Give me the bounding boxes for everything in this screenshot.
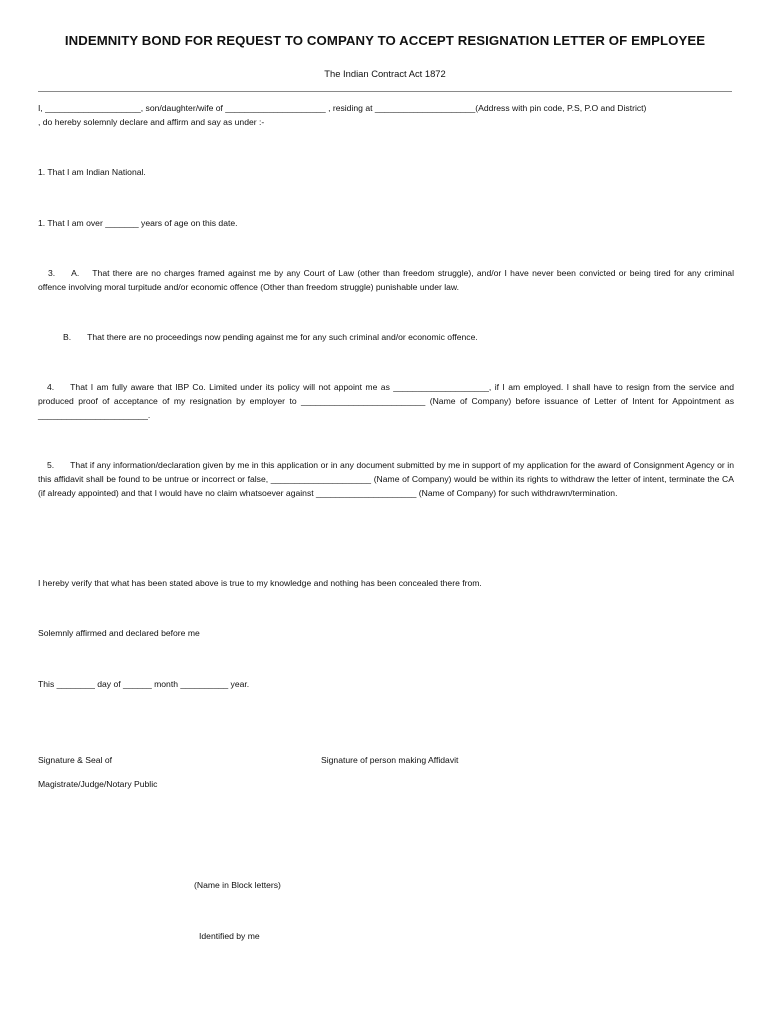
clause-3a-letter: A. xyxy=(71,268,80,278)
verification-statement: I hereby verify that what has been stated above is true to my knowledge and nothing has been concealed there from. xyxy=(38,578,482,588)
clause-5-number: 5. xyxy=(47,460,55,470)
clause-5-text: That if any information/declaration given by me in this application or in any document submitted by me in support of my application for the award of Consignment Agency or in this affidavit shall be found to be untrue or incorrect or false, _____________________ (Name of Company) would be within its rights to withdraw the letter of intent, terminate the CA (if already appointed) and that I would have no claim whatsoever against _____________________ (Name of Company) for such withdrawn/termination. xyxy=(38,460,734,498)
clause-age: 1. That I am over _______ years of age on this date. xyxy=(38,218,238,228)
intro-line-1: I, ____________________, son/daughter/wife of _____________________ , residing at _____________________(Address with pin code, P.S, P.O and District) xyxy=(38,103,647,113)
clause-4-number: 4. xyxy=(47,382,55,392)
clause-4 xyxy=(38,380,734,422)
affirmation-line: Solemnly affirmed and declared before me xyxy=(38,628,200,638)
document-subtitle: The Indian Contract Act 1872 xyxy=(324,68,446,79)
identified-by-label: Identified by me xyxy=(199,931,260,941)
clause-indian-national: 1. That I am Indian National. xyxy=(38,167,146,177)
clause-3b-text: That there are no proceedings now pending against me for any such criminal and/or economic offence. xyxy=(87,332,478,342)
clause-3b-letter: B. xyxy=(63,332,72,342)
intro-line-2: , do hereby solemnly declare and affirm and say as under :- xyxy=(38,117,265,127)
clause-3a xyxy=(38,266,734,294)
document-title: INDEMNITY BOND FOR REQUEST TO COMPANY TO ACCEPT RESIGNATION LETTER OF EMPLOYEE xyxy=(64,33,706,48)
date-line: This ________ day of ______ month __________ year. xyxy=(38,679,250,689)
clause-4-text: That I am fully aware that IBP Co. Limited under its policy will not appoint me as ____________________, if I am employed. I shall have to resign from the service and produced proof of acceptance of my resignation by employer to __________________________ (Name of Company) before issuance of Letter of Intent for Appointment as _______________________. xyxy=(38,382,734,420)
header-divider xyxy=(38,91,732,92)
clause-3b xyxy=(63,330,478,344)
clause-3a-text: That there are no charges framed against me by any Court of Law (other than freedom struggle), and/or I have never been convicted or being tired for any criminal offence involving moral turpitude and/or economic offence (Other than freedom struggle) punishable under law. xyxy=(38,268,734,292)
magistrate-label: Magistrate/Judge/Notary Public xyxy=(38,779,158,789)
clause-5 xyxy=(38,458,734,500)
affiant-signature-label: Signature of person making Affidavit xyxy=(321,755,459,765)
block-letters-label: (Name in Block letters) xyxy=(194,880,281,890)
clause-3a-number: 3. xyxy=(48,268,56,278)
signature-seal-label: Signature & Seal of xyxy=(38,755,113,765)
